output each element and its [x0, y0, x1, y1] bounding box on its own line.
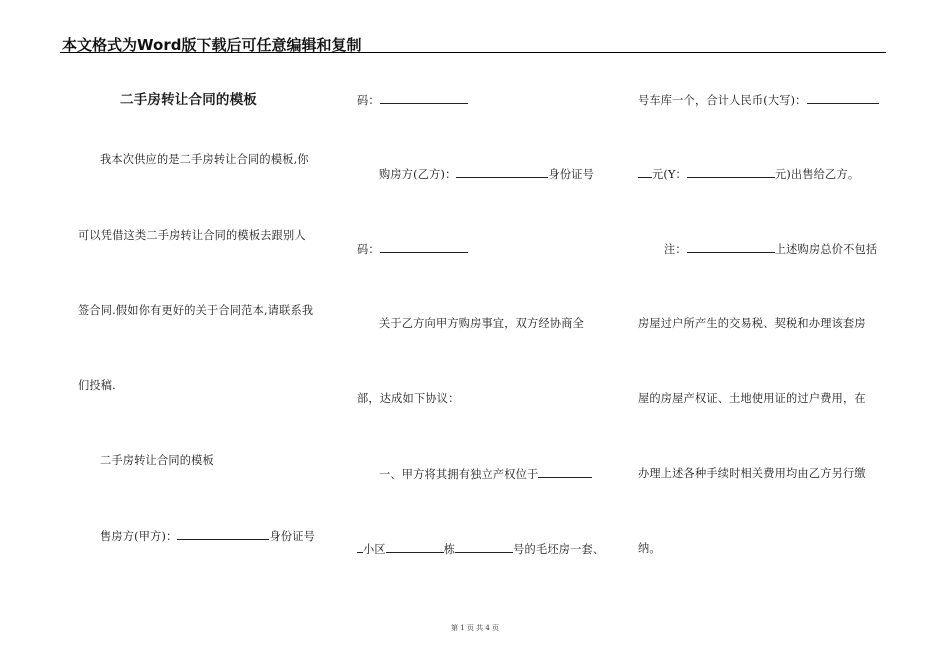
garage-line [638, 92, 879, 109]
seller-line [100, 528, 315, 545]
price-prefix: 元(Y： [652, 168, 687, 181]
clause-1-line-b [357, 541, 604, 558]
price-suffix: 元)出售给乙方。 [774, 168, 860, 181]
intro-line-1: 我本次供应的是二手房转让合同的模板,你 [100, 153, 309, 166]
community-label: 小区 [363, 543, 386, 556]
note-line-2: 房屋过户所产生的交易税、契税和办理该套房 [638, 317, 866, 330]
note-line-3: 屋的房屋产权证、土地使用证的过户费用，在 [638, 392, 866, 405]
code-label-2: 码： [357, 243, 380, 256]
section-subtitle: 二手房转让合同的模板 [100, 454, 214, 467]
seller-id-code-line [357, 92, 468, 109]
clause-1-line-a [379, 466, 592, 483]
intro-line-2: 可以凭借这类二手房转让合同的模板去跟别人 [78, 229, 306, 242]
note-blank [687, 241, 775, 253]
price-blank-start [638, 166, 652, 178]
buyer-id-label: 身份证号 [548, 168, 595, 181]
note-line [664, 241, 877, 258]
unit-blank [455, 541, 513, 553]
agreement-line-1: 关于乙方向甲方购房事宜，双方经协商全 [379, 317, 584, 330]
price-number-blank [687, 166, 775, 178]
page-footer: 第 1 页 共 4 页 [450, 624, 500, 632]
buyer-name-blank [456, 166, 548, 178]
location-blank [538, 466, 592, 478]
intro-line-3: 签合同.假如你有更好的关于合同范本,请联系我 [78, 304, 314, 317]
document-title: 二手房转让合同的模板 [120, 92, 257, 108]
note-line-5: 纳。 [638, 542, 661, 555]
seller-id-label: 身份证号 [269, 530, 316, 543]
intro-line-4: 们投稿. [78, 379, 116, 392]
price-line [638, 166, 859, 183]
garage-text: 号车库一个，合计人民币(大写)： [638, 94, 807, 107]
agreement-line-2: 部，达成如下协议： [357, 392, 460, 405]
building-blank [386, 541, 444, 553]
seller-label: 售房方(甲方)： [100, 530, 178, 543]
buyer-id-code-line [357, 241, 468, 258]
unit-text: 号的毛坯房一套、 [513, 543, 605, 556]
price-uppercase-blank [807, 92, 879, 104]
document-header: 本文格式为Word版下载后可任意编辑和复制 [62, 36, 362, 54]
buyer-id-blank [380, 241, 468, 253]
note-label: 注： [664, 243, 687, 256]
code-label-1: 码： [357, 94, 380, 107]
seller-name-blank [177, 528, 269, 540]
header-divider [60, 52, 886, 53]
buyer-line [379, 166, 594, 183]
buyer-label: 购房方(乙方)： [379, 168, 457, 181]
building-label: 栋 [443, 543, 456, 556]
note-text: 上述购房总价不包括 [774, 243, 878, 256]
seller-id-blank [380, 92, 468, 104]
note-line-4: 办理上述各种手续时相关费用均由乙方另行缴 [638, 467, 866, 480]
clause-1-text: 一、甲方将其拥有独立产权位于 [379, 468, 539, 481]
